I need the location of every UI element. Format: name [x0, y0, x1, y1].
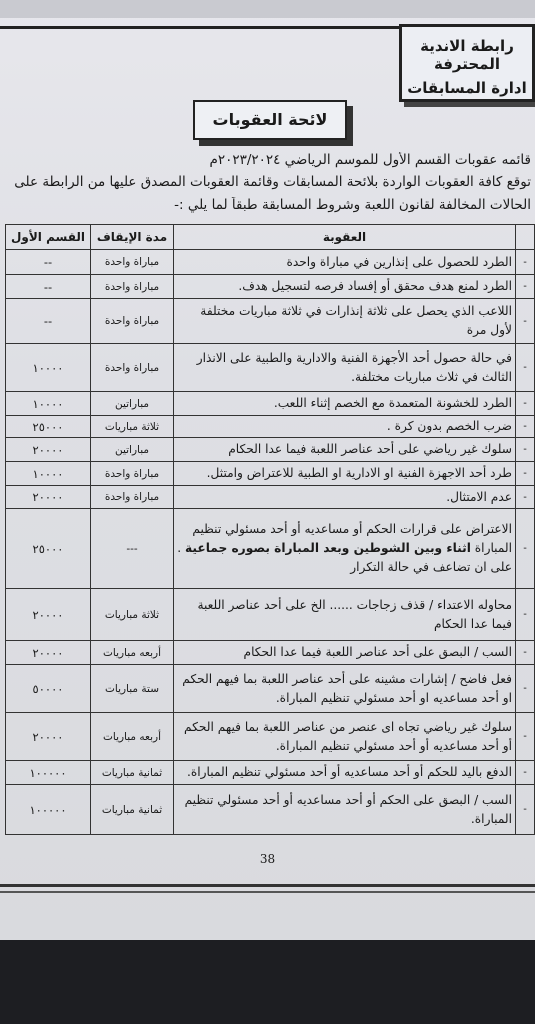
- row-infraction: السب / البصق على أحد عناصر اللعبة فيما عدا الحكام: [174, 641, 516, 665]
- row-fine: ٢٠٠٠٠: [6, 486, 91, 509]
- row-infraction: اللاعب الذي يحصل على ثلاثة إنذارات في ثلاثة مباريات مختلفة لأول مرة: [174, 299, 516, 344]
- row-fine: ١٠٠٠٠: [6, 344, 91, 392]
- row-suspension: مباراة واحدة: [91, 486, 174, 509]
- row-suspension: ثمانية مباريات: [91, 761, 174, 785]
- row-fine: ٢٠٠٠٠: [6, 589, 91, 641]
- intro-line-3: الحالات المخالفة لقانون اللعبة وشروط المسابقة طبقاً لما يلي :-: [174, 197, 531, 213]
- row-bullet: -: [516, 344, 535, 392]
- row-suspension: مباراتين: [91, 438, 174, 462]
- row-fine: --: [6, 275, 91, 299]
- row-suspension: مباراة واحدة: [91, 462, 174, 486]
- table-row: [6, 299, 535, 344]
- table-row: [6, 665, 535, 713]
- row-bullet: -: [516, 462, 535, 486]
- row-suspension: ستة مباريات: [91, 665, 174, 713]
- row-infraction: عدم الامتثال.: [174, 486, 516, 509]
- table-header-row: [6, 225, 535, 250]
- league-name: رابطة الاندية المحترفة: [420, 37, 514, 73]
- header-infraction: العقوبة: [174, 225, 516, 250]
- row-bullet: -: [516, 275, 535, 299]
- row-bullet: -: [516, 665, 535, 713]
- table-row: [6, 416, 535, 438]
- page-number: 38: [259, 852, 276, 866]
- row-bullet: -: [516, 392, 535, 416]
- row-suspension: أربعه مباريات: [91, 713, 174, 761]
- infraction-text: الاعتراض على قرارات الحكم أو مساعديه أو أحد مسئولي تنظيم المباراة: [192, 522, 512, 556]
- table-row: [6, 641, 535, 665]
- table-row: [6, 250, 535, 275]
- row-fine: --: [6, 250, 91, 275]
- row-bullet: -: [516, 641, 535, 665]
- row-suspension: ---: [91, 509, 174, 589]
- table-row: [6, 486, 535, 509]
- row-infraction: الدفع باليد للحكم أو أحد مساعديه أو أحد مسئولي تنظيم المباراة.: [174, 761, 516, 785]
- infraction-bold-text: اثناء وبين الشوطين وبعد المباراة بصوره جماعية: [185, 541, 471, 556]
- header-fine: القسم الأول: [6, 225, 91, 250]
- table-row: [6, 462, 535, 486]
- department-name: ادارة المسابقات: [407, 79, 527, 97]
- penalties-table: [5, 224, 535, 835]
- row-bullet: -: [516, 785, 535, 835]
- row-fine: ٢٠٠٠٠: [6, 713, 91, 761]
- row-bullet: -: [516, 761, 535, 785]
- table-row: [6, 438, 535, 462]
- row-infraction: محاوله الاعتداء / قذف زجاجات ...... الخ على أحد عناصر اللعبة فيما عدا الحكام: [174, 589, 516, 641]
- row-bullet: -: [516, 250, 535, 275]
- row-bullet: -: [516, 438, 535, 462]
- row-bullet: -: [516, 299, 535, 344]
- row-infraction: فعل فاضح / إشارات مشينه على أحد عناصر اللعبة بما فيهم الحكم او أحد مساعديه او أحد مسئولي تنظيم المباراة.: [174, 665, 516, 713]
- row-fine: ٢٥٠٠٠: [6, 509, 91, 589]
- row-fine: ١٠٠٠٠٠: [6, 785, 91, 835]
- top-strip: [0, 0, 535, 18]
- row-suspension: أربعه مباريات: [91, 641, 174, 665]
- row-suspension: مباراة واحدة: [91, 299, 174, 344]
- row-fine: ١٠٠٠٠: [6, 392, 91, 416]
- table-row: [6, 761, 535, 785]
- intro-line-2: توقع كافة العقوبات الواردة بلائحة المسابقات وقائمة العقوبات المصدق عليها من الرابطة على: [14, 174, 531, 190]
- document-title: لائحة العقوبات: [193, 100, 347, 140]
- row-fine: --: [6, 299, 91, 344]
- header-suspension: مدة الإيقاف: [91, 225, 174, 250]
- bottom-rule: [0, 884, 535, 887]
- row-suspension: مباراة واحدة: [91, 250, 174, 275]
- row-bullet: -: [516, 486, 535, 509]
- infraction-tail-text: . على ان تضاعف في حالة التكرار: [177, 541, 512, 574]
- bottom-rule-thin: [0, 891, 535, 893]
- table-row: [6, 275, 535, 299]
- row-infraction: الطرد للحصول على إنذارين في مباراة واحدة: [174, 250, 516, 275]
- row-bullet: -: [516, 589, 535, 641]
- row-fine: ٢٠٠٠٠: [6, 438, 91, 462]
- row-bullet: -: [516, 713, 535, 761]
- table-row: [6, 785, 535, 835]
- row-infraction: سلوك غير رياضي على أحد عناصر اللعبة فيما عدا الحكام: [174, 438, 516, 462]
- row-suspension: ثمانية مباريات: [91, 785, 174, 835]
- row-infraction: [174, 509, 516, 589]
- row-bullet: -: [516, 509, 535, 589]
- row-suspension: مباراة واحدة: [91, 275, 174, 299]
- organization-header: [399, 24, 535, 102]
- row-infraction: سلوك غير رياضي تجاه اى عنصر من عناصر اللعبة بما فيهم الحكم أو أحد مساعديه أو أحد مسئولي تنظيم المباراة.: [174, 713, 516, 761]
- row-fine: ٥٠٠٠٠: [6, 665, 91, 713]
- row-infraction: في حالة حصول أحد الأجهزة الفنية والادارية والطبية على الانذار الثالث في ثلاث مباريات مختلفة.: [174, 344, 516, 392]
- row-bullet: -: [516, 416, 535, 438]
- row-infraction: السب / البصق على الحكم أو أحد مساعديه أو أحد مسئولي تنظيم المباراة.: [174, 785, 516, 835]
- row-fine: ٢٥٠٠٠: [6, 416, 91, 438]
- table-row: [6, 509, 535, 589]
- table-row: [6, 713, 535, 761]
- row-infraction: طرد أحد الاجهزة الفنية او الادارية او الطبية للاعتراض وامتثل.: [174, 462, 516, 486]
- header-bullet: [516, 225, 535, 250]
- row-infraction: ضرب الخصم بدون كرة .: [174, 416, 516, 438]
- intro-line-1: قائمه عقوبات القسم الأول للموسم الرياضي ٢٠٢٣/٢٠٢٤م: [209, 152, 531, 168]
- row-infraction: الطرد لمنع هدف محقق أو إفساد فرصه لتسجيل هدف.: [174, 275, 516, 299]
- row-infraction: الطرد للخشونة المتعمدة مع الخصم إثناء اللعب.: [174, 392, 516, 416]
- row-fine: ١٠٠٠٠: [6, 462, 91, 486]
- table-row: [6, 392, 535, 416]
- row-suspension: مباراة واحدة: [91, 344, 174, 392]
- row-fine: ٢٠٠٠٠: [6, 641, 91, 665]
- table-row: [6, 589, 535, 641]
- row-suspension: ثلاثة مباريات: [91, 416, 174, 438]
- row-suspension: مباراتين: [91, 392, 174, 416]
- row-fine: ١٠٠٠٠٠: [6, 761, 91, 785]
- table-row: [6, 344, 535, 392]
- row-suspension: ثلاثة مباريات: [91, 589, 174, 641]
